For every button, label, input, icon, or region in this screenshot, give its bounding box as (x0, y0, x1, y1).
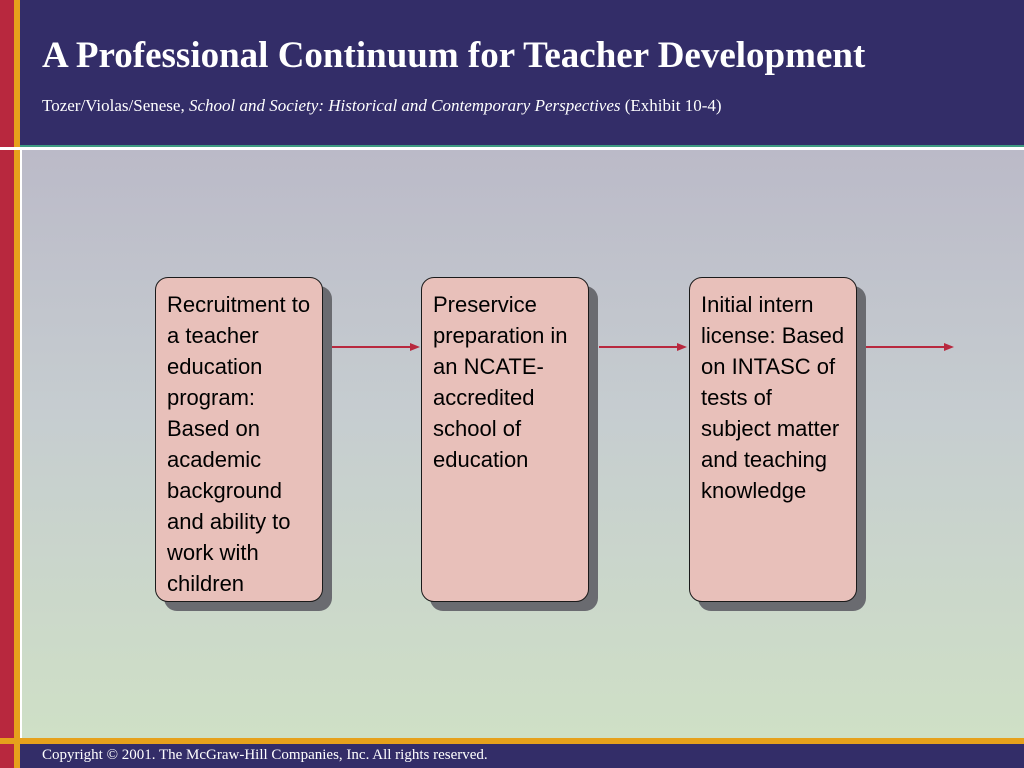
footer-accent-gold-vertical (14, 744, 20, 768)
step-2-box: Preservice preparation in an NCATE-accredited school of education (421, 277, 589, 602)
subtitle-authors: Tozer/Violas/Senese, (42, 96, 189, 115)
arrow-right-icon (330, 339, 422, 355)
slide-title: A Professional Continuum for Teacher Development (42, 35, 866, 76)
arrow-right-icon (597, 339, 689, 355)
copyright-notice: Copyright © 2001. The McGraw-Hill Companies, Inc. All rights reserved. (42, 747, 488, 763)
accent-bar-red (0, 0, 14, 147)
subtitle-exhibit: (Exhibit 10-4) (620, 96, 722, 115)
footer-accent-red (0, 744, 14, 768)
side-bar-red (0, 150, 14, 738)
step-1-box: Recruitment to a teacher education program: Based on academic background and ability to work with children (155, 277, 323, 602)
subtitle-book-title: School and Society: Historical and Contemporary Perspectives (188, 96, 621, 115)
slide-subtitle (42, 96, 722, 116)
side-bar-white (20, 150, 22, 738)
step-3-box: Initial intern license: Based on INTASC of tests of subject matter and teaching knowledge (689, 277, 857, 602)
arrow-right-icon (864, 339, 956, 355)
accent-bar-gold (14, 0, 20, 147)
